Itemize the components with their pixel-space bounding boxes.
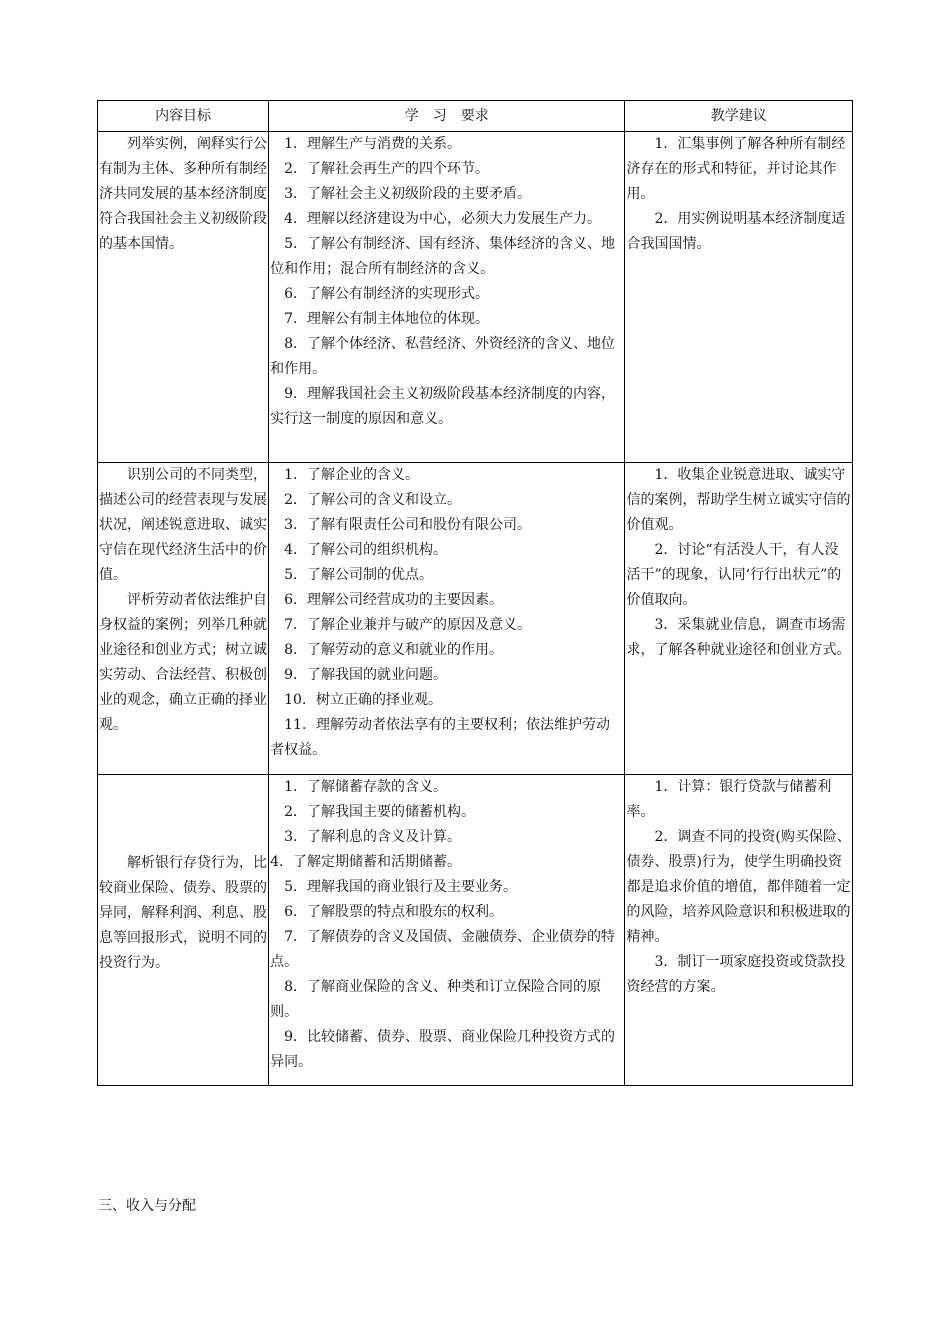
requirement-item: 1．了解储蓄存款的含义。 xyxy=(284,779,448,795)
suggestion-item: 2．调查不同的投资(购买保险、债券、股票)行为，使学生明确投资都是追求价值的增值，都伴随着一定的风险，培养风险意识和积极进取的精神。 xyxy=(626,829,851,945)
goal-paragraph: 识别公司的不同类型，描述公司的经营表现与发展状况，阐述锐意进取、诚实守信在现代经济生活中的价值。 xyxy=(99,467,267,583)
content-goal-cell xyxy=(98,463,269,775)
goal-paragraph: 解析银行存贷行为，比较商业保险、债券、股票的异同，解释利润、利息、股息等回报形式，说明不同的投资行为。 xyxy=(99,854,267,971)
curriculum-table xyxy=(97,100,853,1086)
requirement-item: 5．了解公有制经济、国有经济、集体经济的含义、地位和作用；混合所有制经济的含义。 xyxy=(270,236,616,277)
goal-paragraph: 评析劳动者依法维护自身权益的案例；列举几种就业途径和创业方式；树立诚实劳动、合法经营、积极创业的观念，确立正确的择业观。 xyxy=(99,592,267,733)
requirement-item: 3．了解有限责任公司和股份有限公司。 xyxy=(284,517,532,533)
requirement-item: 2．了解我国主要的储蓄机构。 xyxy=(284,804,476,820)
requirement-item: 3．了解利息的含义及计算。 xyxy=(284,829,462,845)
requirement-item: 3．了解社会主义初级阶段的主要矛盾。 xyxy=(284,186,532,202)
requirement-item: 9．比较储蓄、债券、股票、商业保险几种投资方式的异同。 xyxy=(270,1029,616,1070)
requirement-item: 9．理解我国社会主义初级阶段基本经济制度的内容，实行这一制度的原因和意义。 xyxy=(270,386,616,427)
suggestion-item: 1．计算：银行贷款与储蓄利率。 xyxy=(626,779,832,820)
suggestion-item: 3．制订一项家庭投资或贷款投资经营的方案。 xyxy=(626,954,846,995)
header-teaching-suggestions: 教学建议 xyxy=(625,101,853,132)
requirement-item: 5．了解公司制的优点。 xyxy=(284,567,434,583)
header-content-goal: 内容目标 xyxy=(98,101,269,132)
suggestion-item: 2．用实例说明基本经济制度适合我国国情。 xyxy=(626,211,846,252)
learning-requirements-cell xyxy=(269,775,625,1086)
suggestion-item: 1．汇集事例了解各种所有制经济存在的形式和特征，并讨论其作用。 xyxy=(626,136,846,202)
teaching-suggestions-cell xyxy=(625,775,853,1086)
header-learning-requirements: 学 习 要求 xyxy=(269,101,625,132)
requirement-item: 8．了解劳动的意义和就业的作用。 xyxy=(284,642,504,658)
learning-requirements-cell xyxy=(269,463,625,775)
requirement-item: 2．了解社会再生产的四个环节。 xyxy=(284,161,490,177)
teaching-suggestions-cell xyxy=(625,463,853,775)
teaching-suggestions-cell xyxy=(625,132,853,463)
requirement-item: 4．了解定期储蓄和活期储蓄。 xyxy=(270,854,462,870)
requirement-item: 7．了解债券的含义及国债、金融债券、企业债券的特点。 xyxy=(270,929,616,970)
requirement-item: 5．理解我国的商业银行及主要业务。 xyxy=(284,879,518,895)
suggestion-item: 3．采集就业信息，调查市场需求，了解各种就业途径和创业方式。 xyxy=(626,617,851,658)
content-goal-cell xyxy=(98,132,269,463)
suggestion-item: 1．收集企业锐意进取、诚实守信的案例，帮助学生树立诚实守信的价值观。 xyxy=(626,467,851,533)
requirement-item: 8．了解个体经济、私营经济、外资经济的含义、地位和作用。 xyxy=(270,336,616,377)
requirement-item: 9．了解我国的就业问题。 xyxy=(284,667,448,683)
table-row xyxy=(98,132,853,463)
requirement-item: 10．树立正确的择业观。 xyxy=(284,692,442,708)
requirement-item: 11．理解劳动者依法享有的主要权利；依法维护劳动者权益。 xyxy=(270,717,610,758)
requirement-item: 6．理解公司经营成功的主要因素。 xyxy=(284,592,504,608)
goal-paragraph: 列举实例，阐释实行公有制为主体、多种所有制经济共同发展的基本经济制度符合我国社会主义初级阶段的基本国情。 xyxy=(99,136,267,252)
suggestion-item: 2．讨论“有活没人干，有人没活干”的现象，认同‘行行出状元”的价值取向。 xyxy=(626,542,842,608)
requirement-item: 6．了解股票的特点和股东的权利。 xyxy=(284,904,504,920)
requirement-item: 1．了解企业的含义。 xyxy=(284,467,420,483)
table-row xyxy=(98,775,853,1086)
table-header-row xyxy=(98,101,853,132)
requirement-item: 8．了解商业保险的含义、种类和订立保险合同的原则。 xyxy=(270,979,602,1020)
requirement-item: 4．了解公司的组织机构。 xyxy=(284,542,448,558)
content-goal-cell xyxy=(98,775,269,1086)
requirement-item: 6．了解公有制经济的实现形式。 xyxy=(284,286,490,302)
requirement-item: 4．理解以经济建设为中心，必须大力发展生产力。 xyxy=(284,211,602,227)
requirement-item: 7．了解企业兼并与破产的原因及意义。 xyxy=(284,617,532,633)
table-row xyxy=(98,463,853,775)
requirement-item: 2．了解公司的含义和设立。 xyxy=(284,492,462,508)
learning-requirements-cell xyxy=(269,132,625,463)
requirement-item: 7．理解公有制主体地位的体现。 xyxy=(284,311,490,327)
section-heading: 三、收入与分配 xyxy=(98,1198,196,1214)
requirement-item: 1．理解生产与消费的关系。 xyxy=(284,136,462,152)
